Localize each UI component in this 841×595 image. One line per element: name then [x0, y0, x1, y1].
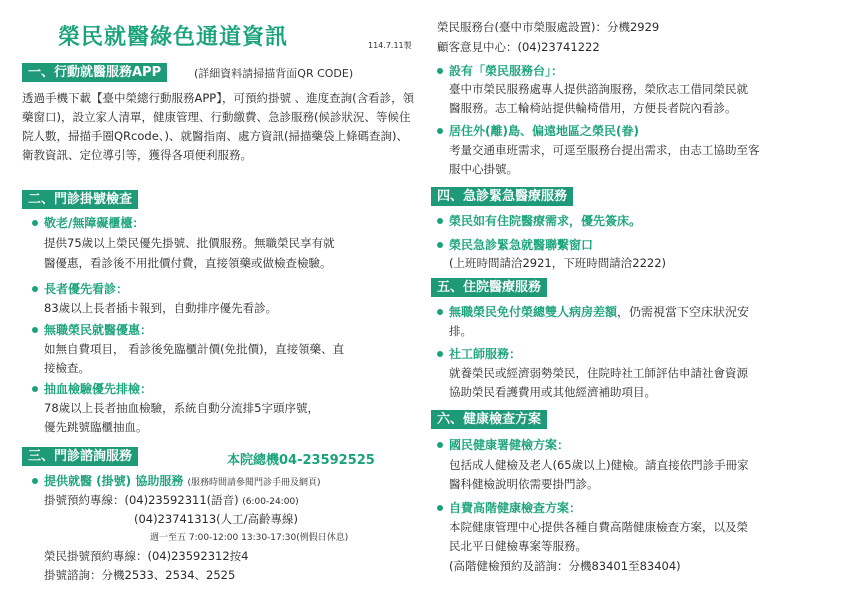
section-1-note: (詳細資料請掃描背面QR CODE): [194, 67, 354, 80]
r-item-2-title: 居住外(離)島、偏遠地區之榮民(眷): [437, 122, 639, 139]
r-item-1-line-2: 醫服務。志工輪椅站提供輪椅借用，方便長者院內看診。: [449, 101, 737, 115]
bullet-icon: [32, 327, 38, 333]
section-1-heading: 一、行動就醫服務APP: [22, 63, 167, 82]
s3-line-2: (04)23741313(人工/高齡專線): [134, 512, 298, 526]
s2-item-1-line-2: 醫優惠，看診後不用批價付費，直接領藥或做檢查檢驗。: [44, 256, 332, 270]
bullet-icon: [437, 309, 443, 315]
bullet-icon: [437, 218, 443, 224]
r-item-2-line-2: 服中心掛號。: [449, 162, 518, 176]
s4-item-2-line: (上班時間請洽2921，下班時間請洽2222): [449, 256, 667, 270]
s5-item-1-line-2: 排。: [449, 324, 472, 338]
section-3-heading: 三、門診諮詢服務: [22, 447, 138, 466]
s6-item-1: 國民健康署健檢方案：: [437, 436, 569, 453]
s6-item-2-line-2: 民北平日健檢專案等服務。: [449, 539, 587, 553]
bullet-icon: [437, 128, 443, 134]
s2-item-4-title: 抽血檢驗優先排檢：: [32, 380, 152, 397]
s3-line-1-note: (6:00-24:00): [242, 497, 299, 507]
s2-item-2-title: 長者優先看診：: [32, 280, 128, 297]
bullet-icon: [437, 351, 443, 357]
section-5-heading: 五、住院醫療服務: [431, 278, 547, 297]
main-phone-number: 本院總機04-23592525: [227, 453, 375, 468]
s4-item-1: 榮民如有住院醫療需求，優先簽床。: [437, 212, 641, 229]
bullet-icon: [437, 505, 443, 511]
s6-item-1-line-2: 醫科健檢說明依需要掛門診。: [449, 477, 599, 491]
bullet-icon: [32, 478, 38, 484]
s6-item-1-line-1: 包括成人健檢及老人(65歲以上)健檢。請直接依門診手冊家: [449, 458, 749, 472]
s2-item-3-line-2: 接檢查。: [44, 361, 90, 375]
bullet-icon: [437, 68, 443, 74]
print-date: 114.7.11製: [368, 41, 412, 50]
s2-item-3-title: 無職榮民就醫優惠：: [32, 321, 152, 338]
s2-item-4-line-1: 78歲以上長者抽血檢驗，系統自動分流排5字頭序號，: [44, 401, 319, 415]
s5-item-2: 社工師服務：: [437, 345, 521, 362]
bullet-icon: [437, 442, 443, 448]
s3-line-5: 掛號諮詢：分機2533、2534、2525: [44, 568, 236, 582]
s2-item-2-line-1: 83歲以上長者插卡報到，自動排序優先看診。: [44, 301, 278, 315]
s4-item-2: 榮民急診緊急就醫聯繫窗口: [437, 236, 593, 253]
bullet-icon: [32, 286, 38, 292]
s6-item-2-line-1: 本院健康管理中心提供各種自費高階健康檢查方案，以及榮: [449, 520, 748, 534]
s6-item-2-line-3: (高階健檢預約及諮詢：分機83401至83404): [449, 559, 681, 573]
r-item-1-title: 設有「榮民服務台」：: [437, 62, 563, 79]
s3-item-title: 提供就醫 (掛號) 協助服務 (服務時間請參閱門診手冊及網頁): [32, 472, 321, 489]
s3-line-1: 掛號預約專線：(04)23592311(語音) (6:00-24:00): [44, 493, 299, 507]
s2-item-1-line-1: 提供75歲以上榮民優先掛號、批價服務。無職榮民享有就: [44, 236, 335, 250]
r-top-line-1: 榮民服務台(臺中市榮服處設置)：分機2929: [437, 20, 660, 34]
r-item-1-line-1: 臺中市榮民服務處專人提供諮詢服務，榮欣志工借同榮民就: [449, 82, 748, 96]
bullet-icon: [437, 242, 443, 248]
s3-line-3: 週一至五 7:00-12:00 13:30-17:30(例假日休息): [150, 533, 349, 543]
section-1-body: 透過手機下載【臺中榮總行動服務APP】，可預約掛號 、進度查詢(含看診，領藥窗口)，設立家人清單，健康管理、行動繳費、急診服務(候診狀況、等候住院人數，掃描手圈QRcode、)、就醫指南、處方資訊(掃描藥袋上條碼查詢)、衛教資訊、定位導引等，獲得各項便利服務。: [22, 91, 415, 162]
s5-item-2-line-1: 就養榮民或經濟弱勢榮民，住院時社工師評估申請社會資源: [449, 366, 748, 380]
s2-item-3-line-1: 如無自費項目， 看診後免臨櫃計價(免批價)，直接領藥、直: [44, 342, 345, 356]
section-4-heading: 四、急診緊急醫療服務: [431, 187, 573, 206]
section-2-heading: 二、門診掛號檢查: [22, 190, 138, 209]
page-title: 榮民就醫綠色通道資訊: [58, 25, 289, 50]
s5-item-1: 無職榮民免付榮總雙人病房差額，仍需視當下空床狀況安: [437, 303, 749, 320]
s6-item-2: 自費高階健康檢查方案：: [437, 499, 581, 516]
s3-item-note: (服務時間請參閱門診手冊及網頁): [187, 478, 321, 488]
s3-line-4: 榮民掛號預約專線：(04)23592312按4: [44, 549, 249, 563]
r-top-line-2: 顧客意見中心：(04)23741222: [437, 40, 600, 54]
bullet-icon: [32, 386, 38, 392]
s2-item-1-title: 敬老/無障礙櫃檯：: [32, 214, 144, 231]
r-item-2-line-1: 考量交通車班需求，可逕至服務台提出需求，由志工協助至客: [449, 143, 760, 157]
bullet-icon: [32, 220, 38, 226]
section-6-heading: 六、健康檢查方案: [431, 410, 547, 429]
s5-item-2-line-2: 協助榮民看護費用或其他經濟補助項目。: [449, 385, 656, 399]
s2-item-4-line-2: 優先跳號臨櫃抽血。: [44, 420, 148, 434]
